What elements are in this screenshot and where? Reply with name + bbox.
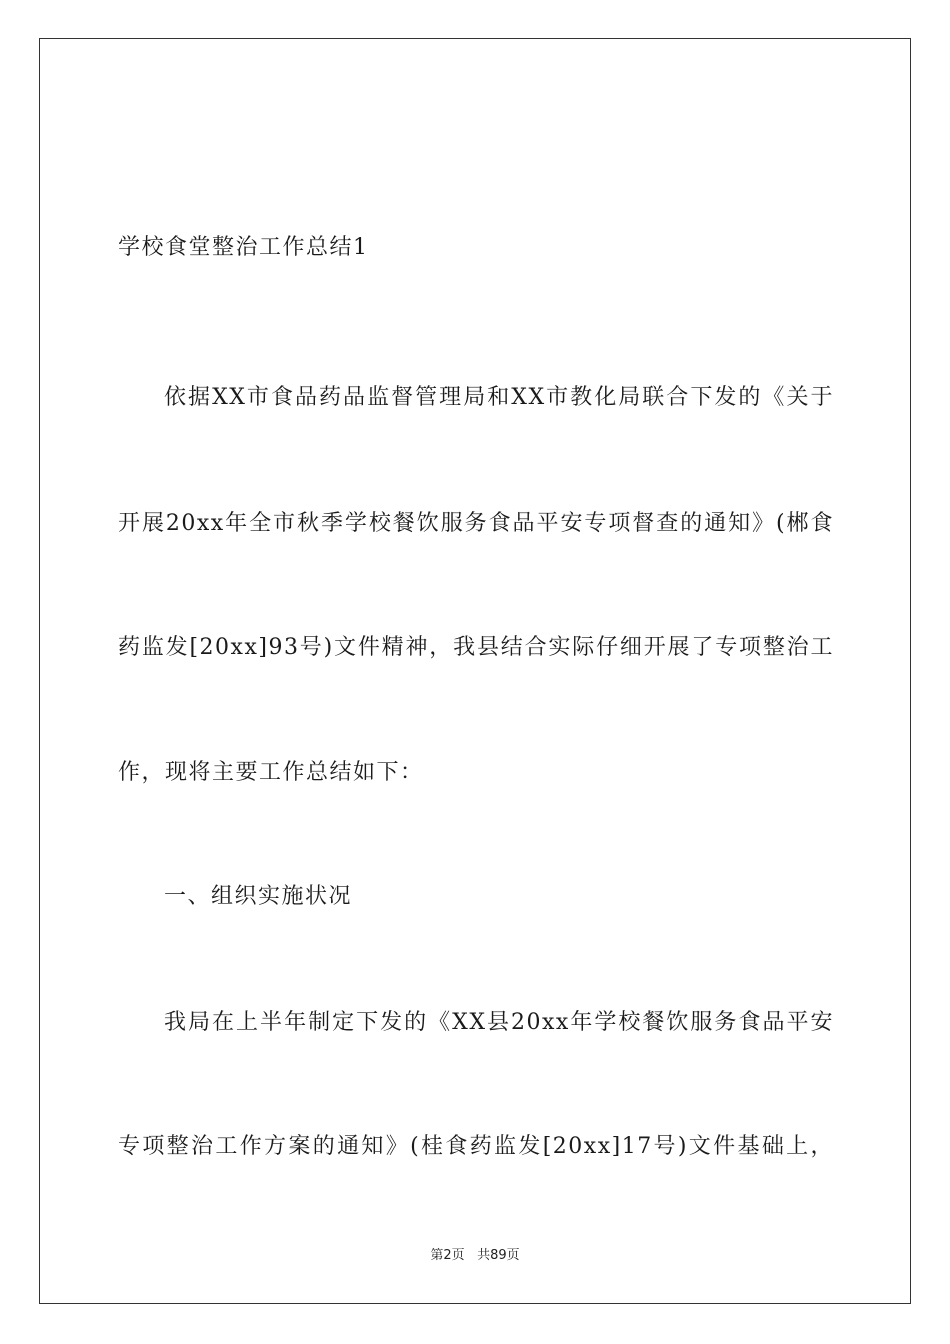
paragraph-1-line-4: 作，现将主要工作总结如下： (118, 760, 424, 785)
paragraph-1-line-3: 药监发[20xx]93号)文件精神，我县结合实际仔细开展了专项整治工 (118, 635, 834, 660)
paragraph-2-line-2: 专项整治工作方案的通知》(桂食药监发[20xx]17号)文件基础上， (118, 1134, 834, 1159)
section-heading-1: 一、组织实施状况 (164, 884, 353, 909)
page-total: 共89页 (477, 1248, 520, 1263)
paragraph-1-line-1: 依据XX市食品药品监督管理局和XX市教化局联合下发的《关于 (164, 385, 834, 410)
paragraph-2-line-1: 我局在上半年制定下发的《XX县20xx年学校餐饮服务食品平安 (164, 1010, 834, 1035)
page-number: 第2页 (430, 1248, 465, 1263)
page-footer (0, 1247, 950, 1265)
paragraph-1-line-2: 开展20xx年全市秋季学校餐饮服务食品平安专项督查的通知》(郴食 (118, 511, 834, 536)
page-border (39, 38, 911, 1304)
document-title: 学校食堂整治工作总结1 (118, 235, 369, 260)
